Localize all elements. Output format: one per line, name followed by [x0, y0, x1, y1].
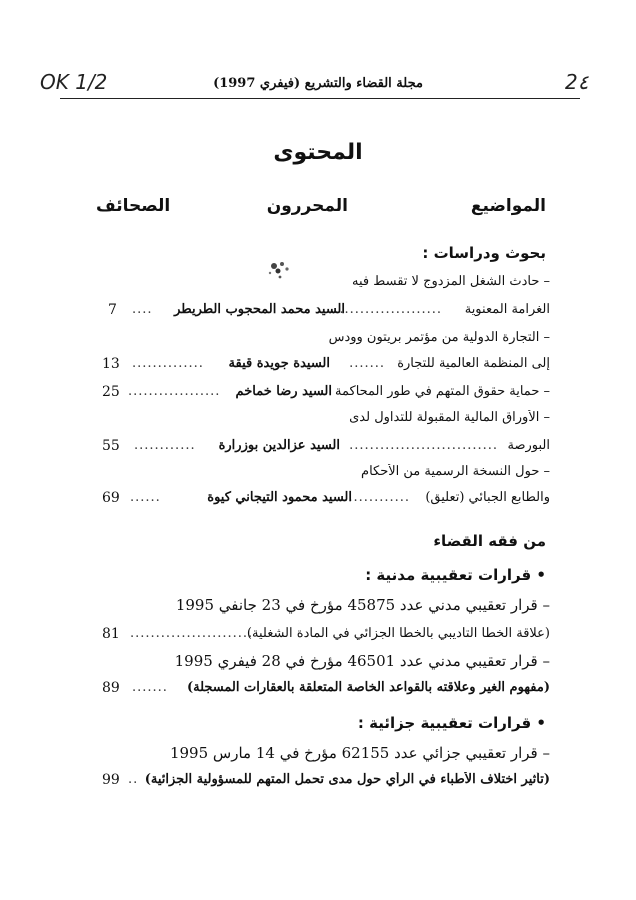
- page-title: المحتوى: [273, 140, 363, 165]
- article-3-author: السيد رضا خماخم: [235, 384, 332, 399]
- column-topics: المواضيع: [470, 196, 546, 216]
- article-1-line1: – حادث الشغل المزدوج لا تقسط فيه: [352, 274, 550, 289]
- article-1-author: السيد محمد المحجوب الطريطر: [174, 302, 345, 317]
- article-2-line2: إلى المنظمة العالمية للتجارة ....... السيدة جويدة قيقة .............. 13: [102, 356, 550, 372]
- section-criminal-decisions: • قرارات تعقيبية جزائية :: [357, 714, 546, 732]
- article-1-line2: الغرامة المعنوية ...................... السيد محمد المحجوب الطريطر .... 7: [108, 302, 550, 318]
- civil-decision-2-line1: – قرار تعقيبي مدني عدد 46501 مؤرخ في 28 فيفري 1995: [174, 652, 550, 670]
- journal-header: مجلة القضاء والتشريع (فيفري 1997): [213, 76, 423, 91]
- column-authors: المحررون: [266, 196, 348, 216]
- civil-decision-1-page: 81: [102, 626, 120, 642]
- article-5-page: 69: [102, 490, 120, 506]
- civil-decision-2-page: 89: [102, 680, 120, 696]
- header-rule: [60, 98, 580, 99]
- article-5-author: السيد محمود التيجاني كيوة: [207, 490, 352, 505]
- article-2-author: السيدة جويدة قيقة: [228, 356, 330, 371]
- civil-decision-1-line2: (علاقة الخطأ التأديبي بالخطأ الجزائي في المادة الشغلية) ........................ 81: [102, 626, 550, 642]
- handwritten-note-left: OK 1/2: [40, 70, 108, 94]
- column-pages: الصحائف: [96, 196, 171, 216]
- handwritten-note-right: 2٤: [565, 70, 589, 94]
- civil-decision-2-line2: (مفهوم الغير وعلاقته بالقواعد الخاصة المتعلقة بالعقارات المسجلة) ....... 89: [102, 680, 550, 696]
- article-3-page: 25: [102, 384, 120, 400]
- article-2-page: 13: [102, 356, 120, 372]
- article-2-line1: – التجارة الدولية من مؤتمر بريتون وودس: [328, 330, 550, 345]
- article-1-page: 7: [108, 302, 117, 318]
- article-5-line2: والطابع الجبائي (تعليق) .............. السيد محمود التيجاني كيوة ...... 69: [102, 490, 550, 506]
- article-5-line1: – حول النسخة الرسمية من الأحكام: [361, 464, 550, 479]
- section-jurisprudence: من فقه القضاء: [433, 532, 546, 550]
- article-4-line2: البورصة ............................. السيد عزالدين بوزرارة ............ 55: [102, 438, 550, 454]
- section-research: بحوث ودراسات :: [422, 244, 546, 262]
- criminal-decision-1-line1: – قرار تعقيبي جزائي عدد 62155 مؤرخ في 14 مارس 1995: [169, 744, 550, 762]
- criminal-decision-1-line2: (تأثير اختلاف الأطباء في الرأي حول مدى تحمل المتهم للمسؤولية الجزائية) .. 99: [102, 772, 550, 788]
- article-3-line: – حماية حقوق المتهم في طور المحاكمة السيد رضا خماخم .................. 25: [102, 384, 550, 400]
- article-4-line1: – الأوراق المالية المقبولة للتداول لدى: [349, 410, 550, 425]
- criminal-decision-1-page: 99: [102, 772, 120, 788]
- article-4-author: السيد عزالدين بوزرارة: [218, 438, 340, 453]
- civil-decision-1-line1: – قرار تعقيبي مدني عدد 45875 مؤرخ في 23 جانفي 1995: [175, 596, 550, 614]
- section-civil-decisions: • قرارات تعقيبية مدنية :: [365, 566, 546, 584]
- article-4-page: 55: [102, 438, 120, 454]
